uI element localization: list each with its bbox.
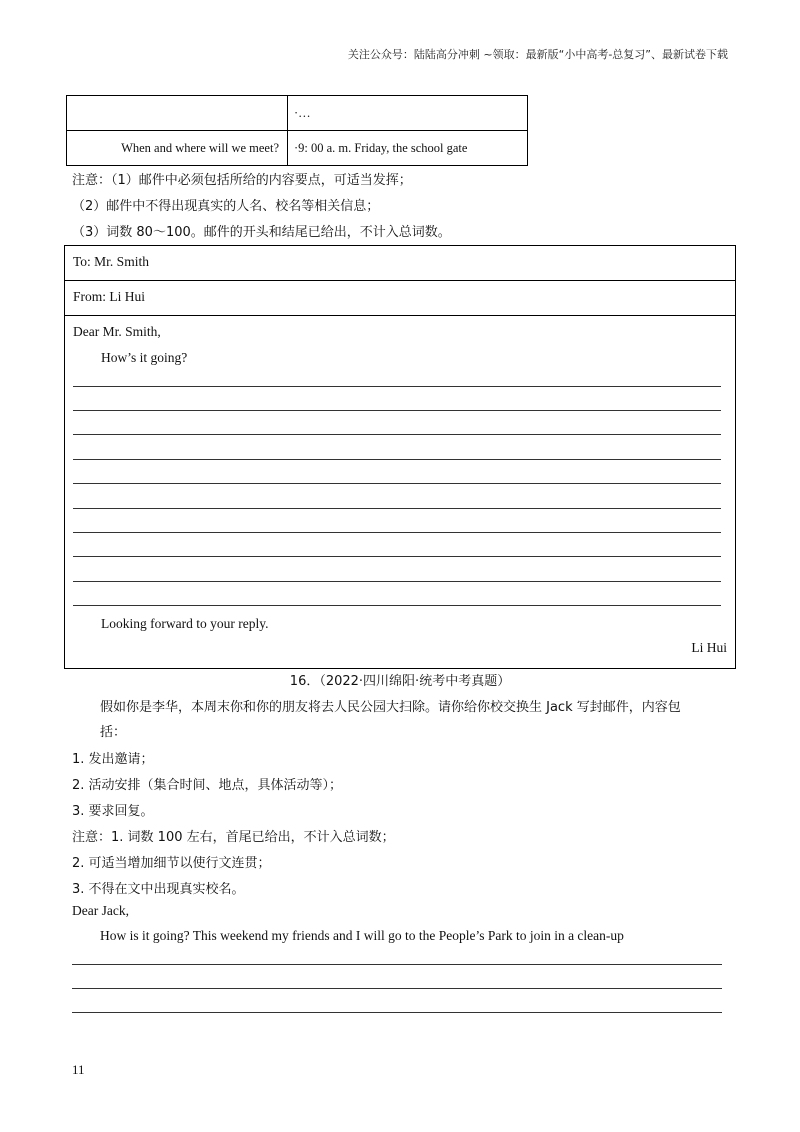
writing-line[interactable] bbox=[73, 483, 721, 484]
email-greeting: Dear Mr. Smith, bbox=[73, 324, 161, 339]
email-from: From: Li Hui bbox=[65, 281, 735, 316]
email-to: To: Mr. Smith bbox=[65, 246, 735, 281]
email-body bbox=[65, 316, 735, 366]
task-item-2: 2. 活动安排（集合时间、地点，具体活动等）； bbox=[72, 778, 343, 793]
task-item-3: 3. 要求回复。 bbox=[72, 804, 154, 819]
table-cell-answer: ·9: 00 a. m. Friday, the school gate bbox=[288, 131, 528, 166]
table-cell-question: When and where will we meet? bbox=[67, 131, 288, 166]
writing-line[interactable] bbox=[73, 605, 721, 606]
note-line-3: （3）词数 80～100。邮件的开头和结尾已给出，不计入总词数。 bbox=[72, 225, 451, 240]
email-box bbox=[64, 245, 736, 669]
prompt-line-1: 假如你是李华，本周末你和你的朋友将去人民公园大扫除。请你给你校交换生 Jack 写封邮件，内容包 bbox=[100, 700, 681, 715]
task-item-1: 1. 发出邀请； bbox=[72, 752, 154, 767]
note-line-1: 注意：（1）邮件中必须包括所给的内容要点，可适当发挥； bbox=[72, 173, 412, 188]
letter-opening: How is it going? This weekend my friends and I will go to the People’s Park to join in a clean-up bbox=[100, 928, 624, 943]
writing-line[interactable] bbox=[73, 581, 721, 582]
email-signature: Li Hui bbox=[691, 640, 727, 655]
writing-line[interactable] bbox=[73, 434, 721, 435]
info-table bbox=[66, 95, 528, 166]
note-line-2: （2）邮件中不得出现真实的人名、校名等相关信息； bbox=[72, 199, 380, 214]
writing-line[interactable] bbox=[73, 459, 721, 460]
q16-note-1: 注意：1. 词数 100 左右，首尾已给出，不计入总词数； bbox=[72, 830, 395, 845]
table-row bbox=[67, 131, 528, 166]
q16-note-2: 2. 可适当增加细节以使行文连贯； bbox=[72, 856, 271, 871]
writing-line[interactable] bbox=[73, 410, 721, 411]
header-note: 关注公众号：陆陆高分冲刺 ~领取：最新版“小中高考-总复习”、最新试卷下载 bbox=[347, 48, 728, 61]
writing-line[interactable] bbox=[72, 1012, 722, 1013]
page-number: 11 bbox=[72, 1062, 85, 1077]
table-cell-answer: ·… bbox=[288, 96, 528, 131]
table-cell-question bbox=[67, 96, 288, 131]
prompt-line-2: 括： bbox=[100, 725, 127, 740]
q16-note-3: 3. 不得在文中出现真实校名。 bbox=[72, 882, 245, 897]
email-closing: Looking forward to your reply. bbox=[101, 616, 269, 631]
letter-greeting: Dear Jack, bbox=[72, 903, 129, 918]
question-16-title: 16．（2022·四川绵阳·统考中考真题） bbox=[289, 674, 511, 689]
writing-line[interactable] bbox=[73, 532, 721, 533]
writing-line[interactable] bbox=[72, 988, 722, 989]
writing-line[interactable] bbox=[73, 556, 721, 557]
writing-line[interactable] bbox=[73, 508, 721, 509]
question-16-prompt bbox=[100, 695, 730, 745]
table-row bbox=[67, 96, 528, 131]
writing-line[interactable] bbox=[73, 386, 721, 387]
writing-line[interactable] bbox=[72, 964, 722, 965]
email-opening: How’s it going? bbox=[101, 350, 188, 365]
